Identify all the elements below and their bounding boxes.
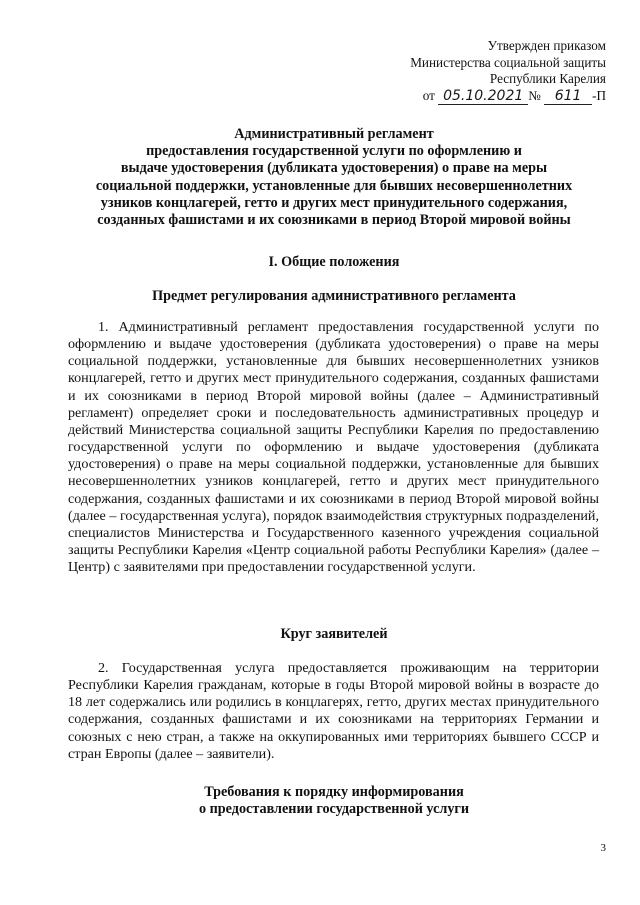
requirements-heading (66, 784, 602, 818)
paragraph-2: 2. Государственная услуга предоставляется проживающим на территории Республики Карелия гражданам, которые в годы Второй мировой войны в возрасте до 18 лет содержались или родились в концлагерях, гетто, других местах принудительного содержания, созданных фашистами и их союзниками на территориях Германии и союзных с нею стран, а также на оккупированных ими территориях бывшего СССР и стран Европы (далее – заявители). (68, 660, 599, 762)
title-line-6: созданных фашистами и их союзниками в период Второй мировой войны (97, 212, 571, 229)
requirements-heading-line-2: о предоставлении государственной услуги (198, 801, 470, 818)
title-line-4: социальной поддержки, установленные для бывших несовершеннолетних (95, 177, 573, 194)
title-line-2: предоставления государственной услуги по оформлению и (146, 143, 522, 160)
approval-number: 611 (544, 88, 592, 106)
applicants-heading: Круг заявителей (280, 626, 388, 642)
approval-line-2: Министерства социальной защиты (410, 54, 606, 70)
title-line-5: узников концлагерей, гетто и других мест принудительного содержания, (100, 194, 568, 211)
subject-heading: Предмет регулирования административного регламента (152, 288, 516, 304)
approval-line-1: Утвержден приказом (487, 38, 606, 53)
requirements-heading-line-1: Требования к порядку информирования (204, 784, 464, 800)
title-line-1: Административный регламент (234, 126, 434, 142)
approval-from-prefix: от (422, 87, 435, 103)
approval-num-prefix: № (528, 87, 541, 103)
approval-date: 05.10.2021 (438, 88, 528, 106)
page-number: 3 (600, 842, 606, 854)
paragraph-1: 1. Административный регламент предоставления государственной услуги по оформлению и выдаче удостоверения (дубликата удостоверения) о праве на меры социальной поддержки, установленные для бывших несовершеннолетних узников концлагерей, гетто и других мест принудительного содержания, созданных фашистами и их союзниками в период Второй мировой войны (далее – Административный регламент) определяет сроки и последовательность административных процедур и действий Министерства социальной защиты Республики Карелия по предоставлению государственной услуги по оформлению и выдаче удостоверения (дубликата удостоверения) о праве на меры социальной поддержки, установленные для бывших несовершеннолетних узников концлагерей, гетто и других мест принудительного содержания, созданных фашистами и их союзниками в период Второй мировой войны (далее – государственная услуга), порядок взаимодействия структурных подразделений, специалистов Министерства и Государственного казенного учреждения социальной защиты Республики Карелия «Центр социальной работы Республики Карелия» (далее – Центр) с заявителями при предоставлении государственной услуги. (68, 319, 599, 576)
approval-date-line (410, 88, 606, 106)
approval-stamp (410, 38, 606, 105)
regulation-title (66, 126, 602, 229)
approval-line-3: Республики Карелия (489, 71, 606, 86)
title-line-3: выдаче удостоверения (дубликата удостоверения) о праве на меры (120, 160, 548, 177)
section-heading-general: I. Общие положения (268, 254, 400, 270)
approval-suffix: -П (592, 87, 606, 103)
